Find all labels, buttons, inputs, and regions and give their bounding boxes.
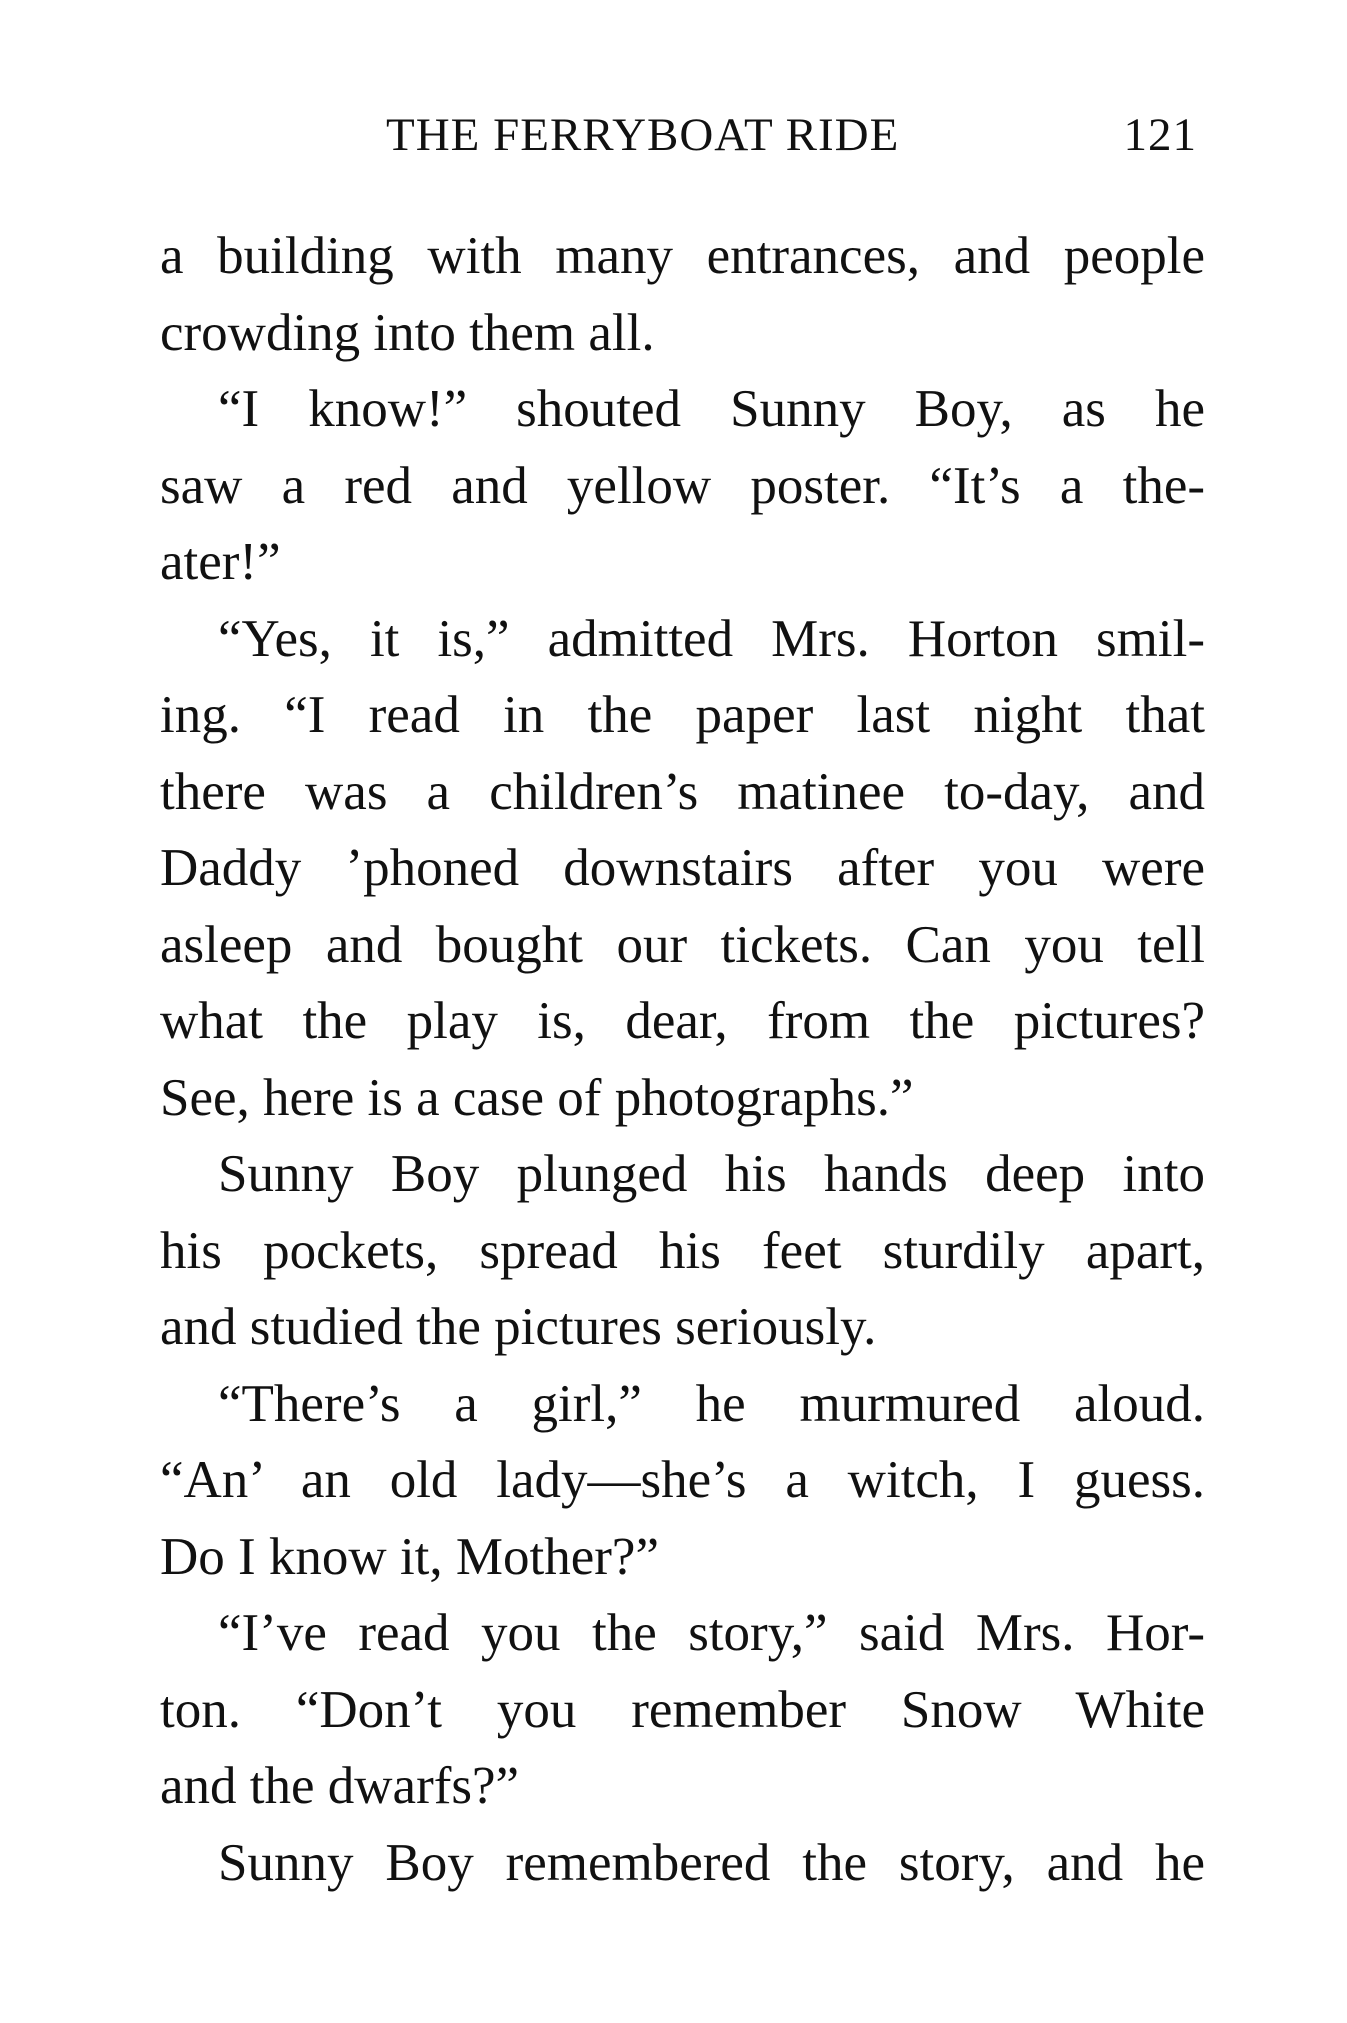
text-line: Sunny Boy remembered the story, and he [218, 1833, 1205, 1892]
page-number: 121 [1123, 109, 1197, 161]
text-line: a building with many entrances, and people [160, 227, 1205, 285]
text-line: and the dwarfs?” [160, 1757, 520, 1815]
text-line: what the play is, dear, from the pictures? [160, 992, 1205, 1050]
text-line: ton. “Don’t you remember Snow White [160, 1680, 1205, 1739]
text-line: ing. “I read in the paper last night that [160, 686, 1205, 744]
text-line: “Yes, it is,” admitted Mrs. Horton smil- [218, 609, 1205, 668]
text-line: “I’ve read you the story,” said Mrs. Hor- [218, 1604, 1205, 1662]
text-line: “There’s a girl,” he murmured aloud. [218, 1374, 1205, 1433]
chapter-title: THE FERRYBOAT RIDE [386, 109, 900, 161]
text-line: there was a children’s matinee to-day, and [160, 762, 1205, 821]
text-line: Do I know it, Mother?” [160, 1527, 659, 1586]
text-line: Sunny Boy plunged his hands deep into [218, 1145, 1205, 1203]
text-line: his pockets, spread his feet sturdily apart, [160, 1221, 1205, 1280]
text-line: and studied the pictures seriously. [160, 1298, 877, 1356]
text-line: “An’ an old lady—she’s a witch, I guess. [160, 1451, 1205, 1509]
text-line: See, here is a case of photographs.” [160, 1068, 914, 1127]
text-line: asleep and bought our tickets. Can you tell [160, 915, 1205, 974]
text-line: “I know!” shouted Sunny Boy, as he [218, 380, 1205, 438]
body-text [160, 218, 1205, 1901]
running-head [160, 105, 1197, 165]
text-line: saw a red and yellow poster. “It’s a the- [160, 456, 1205, 515]
text-line: ater!” [160, 533, 281, 591]
text-line: Daddy ’phoned downstairs after you were [160, 839, 1205, 897]
text-line: crowding into them all. [160, 303, 655, 362]
